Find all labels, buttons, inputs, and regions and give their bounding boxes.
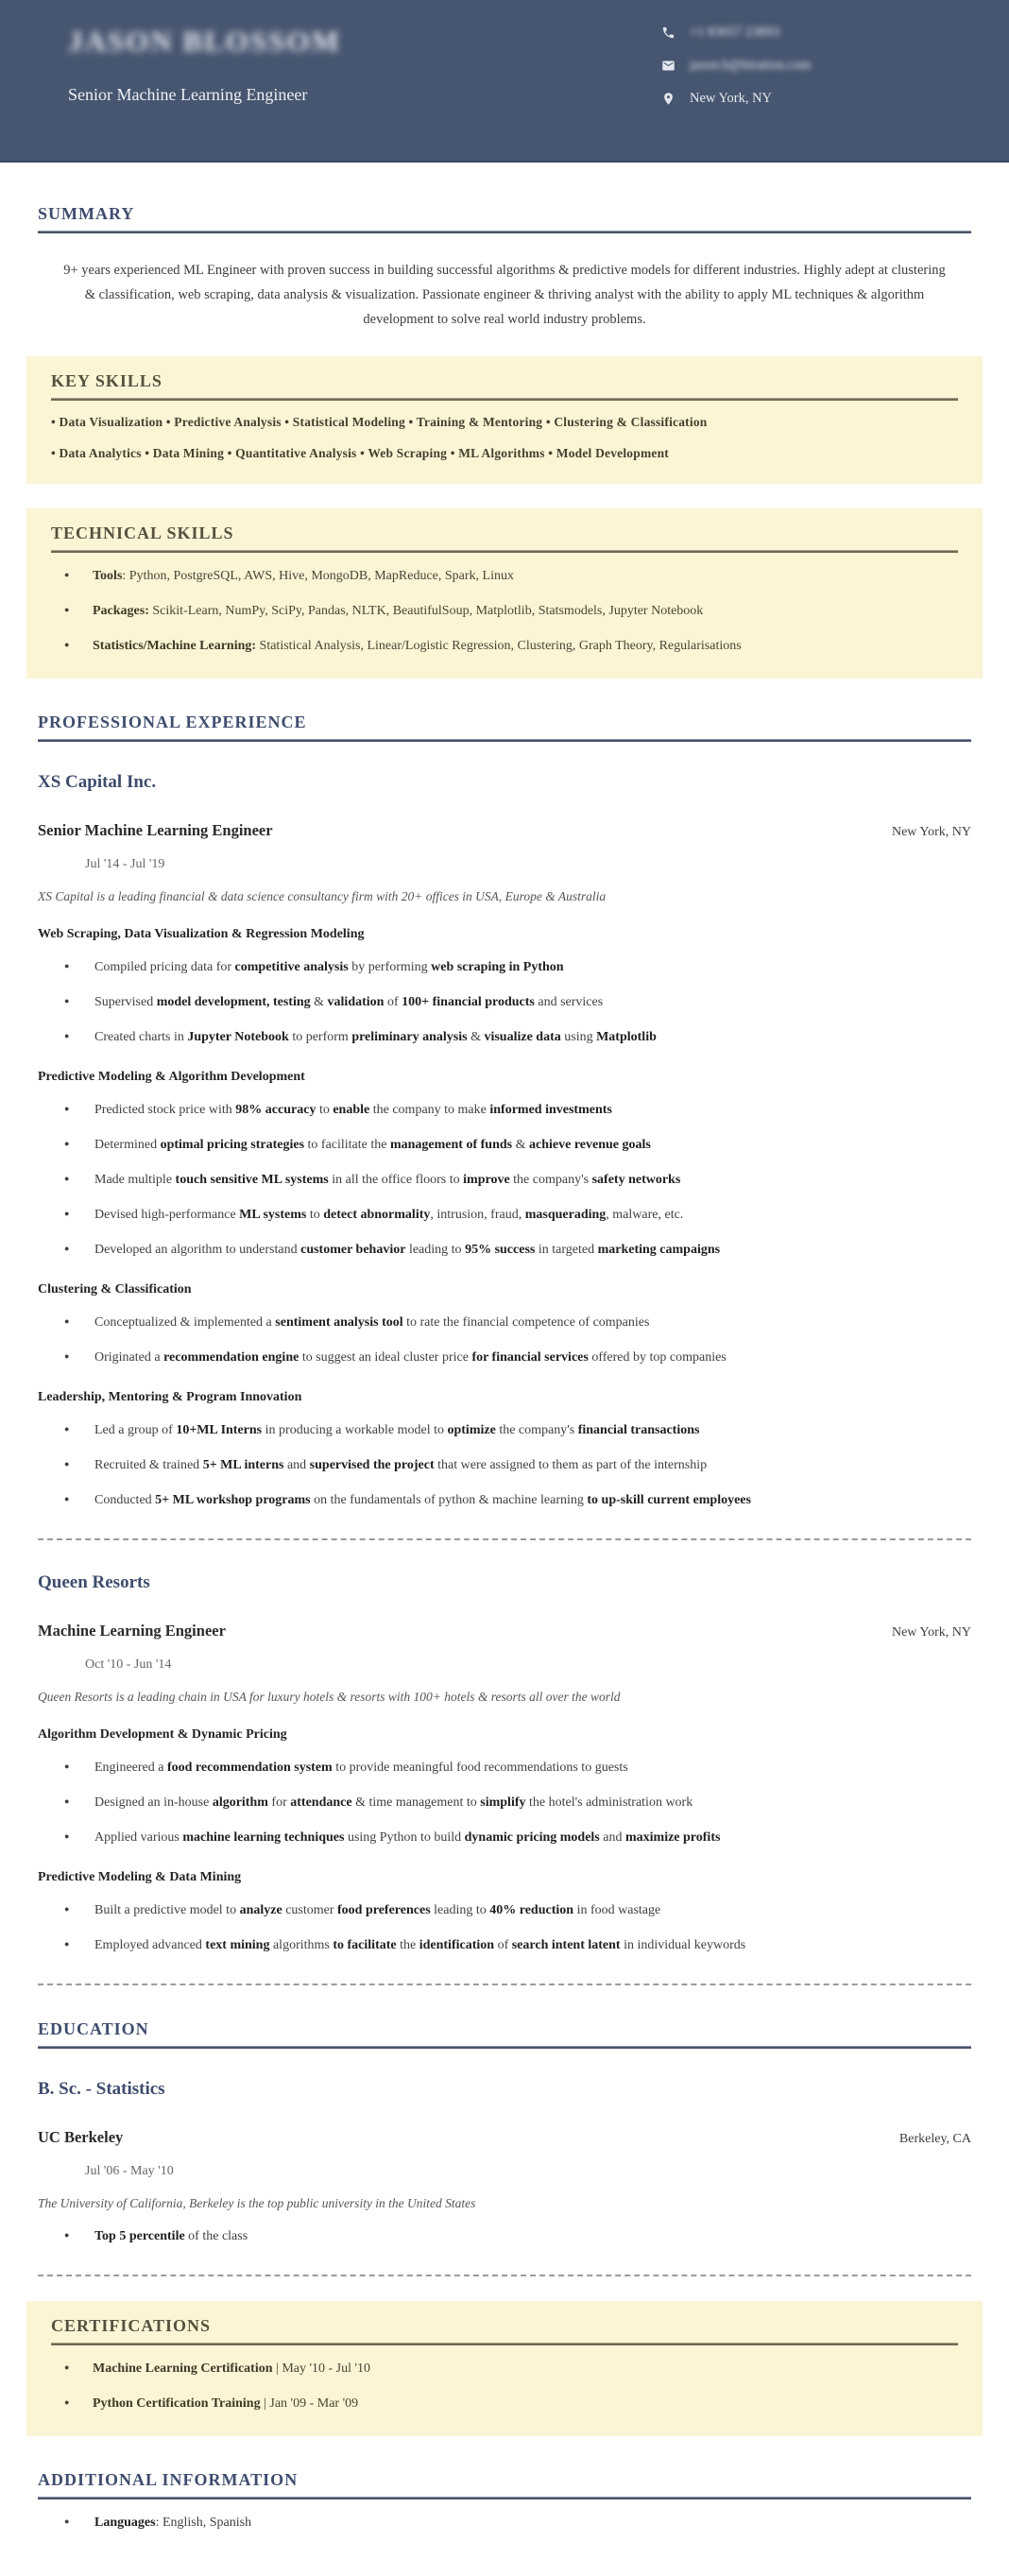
bullet-group-title: Clustering & Classification	[38, 1282, 192, 1297]
technical-skill-item: ● Statistics/Machine Learning: Statistical Analysis, Linear/Logistic Regression, Clustering, Graph Theory, Regularisations	[51, 636, 958, 656]
bullet-group-list	[38, 1313, 971, 1367]
additional-info-list	[38, 2513, 971, 2533]
role-row	[38, 1622, 971, 1640]
bullet-group-list	[38, 1900, 971, 1955]
key-skills-section	[26, 356, 983, 484]
job-location: New York, NY	[891, 1625, 971, 1640]
education-bullet: ● Top 5 percentile of the class	[38, 2226, 971, 2246]
experience-bullet: ● Determined optimal pricing strategies to facilitate the management of funds & achieve revenue goals	[38, 1135, 971, 1155]
location-pin-icon	[661, 92, 676, 106]
contact-phone-row	[661, 25, 956, 41]
bullet-group-list	[38, 1420, 971, 1510]
additional-info-section	[38, 2470, 971, 2533]
school-location: Berkeley, CA	[898, 2132, 971, 2147]
experience-bullet: ● Conceptualized & implemented a sentiment analysis tool to rate the financial competence of companies	[38, 1313, 971, 1332]
bullet-group-title: Leadership, Mentoring & Program Innovation	[38, 1390, 302, 1405]
experience-bullet: ● Compiled pricing data for competitive analysis by performing web scraping in Python	[38, 957, 971, 977]
experience-bullet: ● Built a predictive model to analyze customer food preferences leading to 40% reduction in food wastage	[38, 1900, 971, 1920]
summary-section	[38, 204, 971, 332]
contact-email-row	[661, 58, 956, 74]
school-name: UC Berkeley	[38, 2128, 124, 2147]
experience-bullet: ● Applied various machine learning techniques using Python to build dynamic pricing models and maximize profits	[38, 1828, 971, 1847]
key-skills-heading: KEY SKILLS	[51, 371, 958, 399]
experience-bullet: ● Predicted stock price with 98% accuracy to enable the company to make informed investments	[38, 1100, 971, 1120]
education-bullet-list	[38, 2226, 971, 2246]
technical-skills-list	[51, 566, 958, 656]
job-role: Machine Learning Engineer	[38, 1622, 226, 1640]
education-dates: Jul '06 - May '10	[85, 2164, 174, 2179]
technical-skill-item: ● Tools: Python, PostgreSQL, AWS, Hive, MongoDB, MapReduce, Spark, Linux	[51, 566, 958, 586]
experience-bullet: ● Originated a recommendation engine to suggest an ideal cluster price for financial services offered by top companies	[38, 1348, 971, 1367]
bullet-group-list	[38, 957, 971, 1047]
education-heading: EDUCATION	[38, 2019, 971, 2047]
bullet-group-list	[38, 1100, 971, 1260]
bullet-group-title: Predictive Modeling & Algorithm Development	[38, 1070, 305, 1085]
role-row	[38, 821, 971, 840]
technical-skills-heading: TECHNICAL SKILLS	[51, 524, 958, 551]
section-divider	[38, 1538, 971, 1540]
resume-body	[0, 163, 1009, 2576]
contact-phone-value: +1 83657 23893	[690, 25, 780, 40]
candidate-title: Senior Machine Learning Engineer	[68, 85, 308, 104]
certifications-section	[26, 2301, 983, 2436]
section-divider	[38, 1984, 971, 1985]
phone-icon	[661, 26, 676, 40]
key-skills-line: • Data Analytics • Data Mining • Quantitative Analysis • Web Scraping • ML Algorithms • Model Development	[51, 446, 670, 461]
header-contact	[661, 0, 1009, 161]
job-entry-xs-capital	[38, 772, 971, 1510]
certifications-list	[51, 2359, 958, 2413]
certification-item: ● Python Certification Training | Jan '09 - Mar '09	[51, 2394, 958, 2413]
job-dates: Oct '10 - Jun '14	[85, 1657, 172, 1673]
degree-name: B. Sc. - Statistics	[38, 2079, 165, 2100]
experience-bullet: ● Recruited & trained 5+ ML interns and supervised the project that were assigned to them as part of the internship	[38, 1455, 971, 1475]
bullet-group-title: Predictive Modeling & Data Mining	[38, 1870, 242, 1885]
experience-bullet: ● Designed an in-house algorithm for attendance & time management to simplify the hotel's administration work	[38, 1793, 971, 1812]
contact-email-value: jason.b@hiration.com	[690, 58, 812, 73]
experience-bullet: ● Led a group of 10+ML Interns in producing a workable model to optimize the company's financial transactions	[38, 1420, 971, 1440]
company-description: XS Capital is a leading financial & data science consultancy firm with 20+ offices in USA, Europe & Australia	[38, 889, 607, 904]
bullet-group-title: Web Scraping, Data Visualization & Regression Modeling	[38, 927, 365, 942]
bullet-group-list	[38, 1758, 971, 1847]
experience-bullet: ● Supervised model development, testing & validation of 100+ financial products and services	[38, 992, 971, 1012]
experience-bullet: ● Made multiple touch sensitive ML systems in all the office floors to improve the company's safety networks	[38, 1170, 971, 1190]
contact-location-row	[661, 91, 956, 107]
experience-bullet: ● Developed an algorithm to understand customer behavior leading to 95% success in targeted marketing campaigns	[38, 1240, 971, 1260]
company-name: XS Capital Inc.	[38, 772, 157, 793]
technical-skills-section	[26, 508, 983, 678]
job-location: New York, NY	[891, 825, 971, 840]
bullet-group-title: Algorithm Development & Dynamic Pricing	[38, 1727, 287, 1743]
certifications-heading: CERTIFICATIONS	[51, 2316, 958, 2344]
additional-info-item: ● Languages: English, Spanish	[38, 2513, 971, 2533]
summary-text: 9+ years experienced ML Engineer with proven success in building successful algorithms & predictive models for different industries. Highly adept at clustering & classification, web scraping, data analysis & visualization. Passionate engineer & thriving analyst with the ability to apply ML techniques & algorithm development to solve real world industry problems.	[63, 263, 946, 328]
email-icon	[661, 59, 676, 73]
company-description: Queen Resorts is a leading chain in USA for luxury hotels & resorts with 100+ hotels & resorts all over the world	[38, 1690, 621, 1705]
experience-bullet: ● Devised high-performance ML systems to detect abnormality, intrusion, fraud, masquerading, malware, etc.	[38, 1205, 971, 1225]
job-dates: Jul '14 - Jul '19	[85, 857, 165, 872]
technical-skill-item: ● Packages: Scikit-Learn, NumPy, SciPy, Pandas, NLTK, BeautifulSoup, Matplotlib, Statsmodels, Jupyter Notebook	[51, 601, 958, 621]
experience-section	[38, 713, 971, 1985]
company-name: Queen Resorts	[38, 1572, 150, 1593]
experience-bullet: ● Created charts in Jupyter Notebook to perform preliminary analysis & visualize data using Matplotlib	[38, 1027, 971, 1047]
job-entry-queen-resorts	[38, 1572, 971, 1955]
school-row	[38, 2128, 971, 2147]
summary-heading: SUMMARY	[38, 204, 971, 232]
job-role: Senior Machine Learning Engineer	[38, 821, 273, 840]
candidate-name: JASON BLOSSOM	[68, 25, 341, 58]
contact-location-value: New York, NY	[690, 91, 773, 106]
additional-info-heading: ADDITIONAL INFORMATION	[38, 2470, 971, 2498]
school-description: The University of California, Berkeley is the top public university in the United States	[38, 2196, 476, 2211]
certification-item: ● Machine Learning Certification | May '10 - Jul '10	[51, 2359, 958, 2379]
experience-heading: PROFESSIONAL EXPERIENCE	[38, 713, 971, 740]
experience-bullet: ● Conducted 5+ ML workshop programs on the fundamentals of python & machine learning to up-skill current employees	[38, 1490, 971, 1510]
experience-bullet: ● Employed advanced text mining algorithms to facilitate the identification of search intent latent in individual keywords	[38, 1935, 971, 1955]
education-section	[38, 2019, 971, 2276]
section-divider	[38, 2275, 971, 2276]
resume-header	[0, 0, 1009, 163]
key-skills-line: • Data Visualization • Predictive Analysis • Statistical Modeling • Training & Mentoring • Clustering & Classification	[51, 415, 708, 430]
header-identity	[0, 0, 341, 161]
experience-bullet: ● Engineered a food recommendation system to provide meaningful food recommendations to guests	[38, 1758, 971, 1777]
